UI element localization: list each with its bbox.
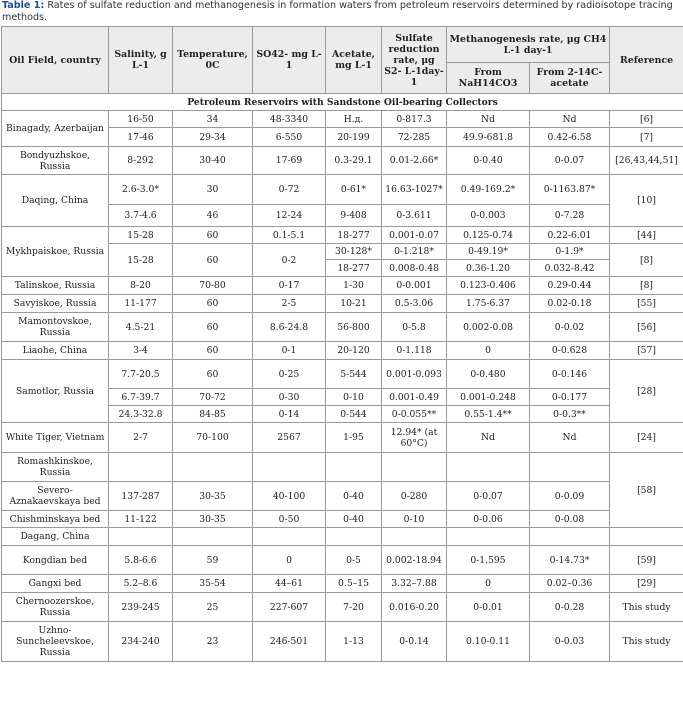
table-cell: 0-0.3** [530, 406, 610, 423]
table-cell [326, 453, 382, 482]
table-cell: 0-72 [253, 175, 326, 205]
table-cell: 8-20 [109, 277, 173, 295]
table-cell: 1-30 [326, 277, 382, 295]
table-cell: 0-0.146 [530, 360, 610, 389]
table-cell: 30-35 [173, 511, 253, 528]
table-cell: Kongdian bed [2, 546, 109, 575]
table-cell [530, 528, 610, 546]
table-cell: 0-0.01 [447, 593, 530, 622]
table-cell: 46 [173, 205, 253, 227]
table-cell: 0.5–15 [326, 575, 382, 593]
table-cell: 0-0.628 [530, 342, 610, 360]
table-cell: 0.5-3.06 [382, 295, 447, 313]
table-cell: 6-550 [253, 128, 326, 147]
table-cell: 0-0.07 [447, 482, 530, 511]
table-cell: 12-24 [253, 205, 326, 227]
table-cell: Nd [530, 111, 610, 128]
table-cell: [56] [610, 313, 683, 342]
header-acetate: Acetate, mg L-1 [326, 27, 382, 94]
table-cell: [7] [610, 128, 683, 147]
table-cell: 0-1.9* [530, 244, 610, 260]
table-cell: 0-1.118 [382, 342, 447, 360]
table-cell: 30 [173, 175, 253, 205]
table-cell: 17-69 [253, 147, 326, 175]
table-cell: 0.125-0.74 [447, 227, 530, 244]
table-cell: 0-0.28 [530, 593, 610, 622]
table-cell: 60 [173, 295, 253, 313]
table-cell: 239-245 [109, 593, 173, 622]
table-cell: 49.9-681.8 [447, 128, 530, 147]
table-cell [326, 528, 382, 546]
table-cell: 0-17 [253, 277, 326, 295]
table-cell: 0.008-0.48 [382, 260, 447, 277]
table-cell: [10] [610, 175, 683, 227]
table-cell: 60 [173, 360, 253, 389]
table-cell: 2.6-3.0* [109, 175, 173, 205]
table-cell: 11-122 [109, 511, 173, 528]
table-cell: [6] [610, 111, 683, 128]
table-cell: 7-20 [326, 593, 382, 622]
table-cell: 8.6-24.8 [253, 313, 326, 342]
table-cell: 0.55-1.4** [447, 406, 530, 423]
table-cell: 7.7-20.5 [109, 360, 173, 389]
table-cell: 0-61* [326, 175, 382, 205]
table-cell: 5.2–8.6 [109, 575, 173, 593]
table-cell [382, 453, 447, 482]
table-cell: 60 [173, 227, 253, 244]
table-cell: 0-0.40 [447, 147, 530, 175]
table-cell [173, 528, 253, 546]
table-cell: 0-0.09 [530, 482, 610, 511]
table-cell: White Tiger, Vietnam [2, 423, 109, 453]
table-cell: 227-607 [253, 593, 326, 622]
table-cell: Chishminskaya bed [2, 511, 109, 528]
table-cell: 0-2 [253, 244, 326, 277]
table-cell: 44–61 [253, 575, 326, 593]
table-cell: 70-72 [173, 389, 253, 406]
table-cell: 30-128* [326, 244, 382, 260]
table-cell: This study [610, 593, 683, 622]
table-cell: 0-0.055** [382, 406, 447, 423]
table-cell: 60 [173, 342, 253, 360]
table-cell: 0.123-0.406 [447, 277, 530, 295]
table-cell [109, 528, 173, 546]
table-cell: 0.002-18.94 [382, 546, 447, 575]
table-cell: 0-10 [382, 511, 447, 528]
table-cell [173, 453, 253, 482]
table-cell: 30-40 [173, 147, 253, 175]
table-cell: 0-10 [326, 389, 382, 406]
table-cell: 0.02–0.36 [530, 575, 610, 593]
table-cell: Uzhno-Suncheleevskoe, Russia [2, 622, 109, 662]
table-cell: 0.1-5.1 [253, 227, 326, 244]
table-cell: 60 [173, 244, 253, 277]
table-cell: 15-28 [109, 244, 173, 277]
table-cell: 0-5 [326, 546, 382, 575]
table-cell: 0-0.07 [530, 147, 610, 175]
table-cell: 0-40 [326, 511, 382, 528]
table-cell: 0-1 [253, 342, 326, 360]
table-cell: 0-817.3 [382, 111, 447, 128]
table-cell: 1.75-6.37 [447, 295, 530, 313]
table-cell: 18-277 [326, 260, 382, 277]
table-cell: 0-0.14 [382, 622, 447, 662]
table-cell [447, 453, 530, 482]
table-cell: Nd [447, 423, 530, 453]
table-cell [610, 528, 683, 546]
table-cell: 0 [253, 546, 326, 575]
table-cell: 0-0.06 [447, 511, 530, 528]
table-cell: Gangxi bed [2, 575, 109, 593]
table-cell: 60 [173, 313, 253, 342]
table-cell: Talinskoe, Russia [2, 277, 109, 295]
table-cell: Mykhpaiskoe, Russia [2, 227, 109, 277]
table-cell: 0.001-0.49 [382, 389, 447, 406]
table-cell [447, 528, 530, 546]
table-cell: 0-544 [326, 406, 382, 423]
table-cell: Nd [530, 423, 610, 453]
table-cell: Binagady, Azerbaijan [2, 111, 109, 147]
header-so4: SO42- mg L-1 [253, 27, 326, 94]
table-cell: 30-35 [173, 482, 253, 511]
table-cell: 29-34 [173, 128, 253, 147]
table-cell: 5-544 [326, 360, 382, 389]
table-cell: 0.002-0.08 [447, 313, 530, 342]
table-cell: 0 [447, 575, 530, 593]
table-cell: 48-3340 [253, 111, 326, 128]
table-cell: 1-13 [326, 622, 382, 662]
table-cell: 0-0.02 [530, 313, 610, 342]
table-cell: 0.001-0.093 [382, 360, 447, 389]
table-cell: 34 [173, 111, 253, 128]
table-cell: 0-0.001 [382, 277, 447, 295]
table-cell: 0.22-6.01 [530, 227, 610, 244]
table-cell [109, 453, 173, 482]
table-cell: 0-1.218* [382, 244, 447, 260]
caption-label: Table 1: [2, 0, 45, 11]
table-cell: 234-240 [109, 622, 173, 662]
table-cell: 0.001-0.248 [447, 389, 530, 406]
table-cell: 72-285 [382, 128, 447, 147]
table-cell: 5.8-6.6 [109, 546, 173, 575]
table-cell: [24] [610, 423, 683, 453]
table-cell: 0.032-8.42 [530, 260, 610, 277]
table-cell: 6.7-39.7 [109, 389, 173, 406]
table-cell: Liaohe, China [2, 342, 109, 360]
table-cell: 0-14.73* [530, 546, 610, 575]
table-cell: Daqing, China [2, 175, 109, 227]
table-cell: 0-280 [382, 482, 447, 511]
table-cell: 24.3-32.8 [109, 406, 173, 423]
table-cell: 0-3.611 [382, 205, 447, 227]
header-field: Oil Field, country [2, 27, 109, 94]
header-from-co3: From NaH14CO3 [447, 63, 530, 94]
table-cell: Samotlor, Russia [2, 360, 109, 423]
table-cell: 0-1.595 [447, 546, 530, 575]
table-cell: 0-0.177 [530, 389, 610, 406]
table-cell: 70-80 [173, 277, 253, 295]
table-cell: Nd [447, 111, 530, 128]
table-cell: 12.94* (at 60°C) [382, 423, 447, 453]
table-cell: 0.3-29.1 [326, 147, 382, 175]
table-cell: Н.д. [326, 111, 382, 128]
table-cell: This study [610, 622, 683, 662]
header-reference: Reference [610, 27, 683, 94]
table-cell: Severo-Aznakaevskaya bed [2, 482, 109, 511]
table-cell: [28] [610, 360, 683, 423]
table-cell: Chernoozerskoe, Russia [2, 593, 109, 622]
table-cell: 1-95 [326, 423, 382, 453]
table-cell: 0-0.03 [530, 622, 610, 662]
table-cell: 0-0.003 [447, 205, 530, 227]
table-cell [530, 453, 610, 482]
table-cell: 0-25 [253, 360, 326, 389]
table-cell: [57] [610, 342, 683, 360]
table-cell: [8] [610, 277, 683, 295]
table-cell [253, 528, 326, 546]
table-cell: Romashkinskoe, Russia [2, 453, 109, 482]
table-cell: 3-4 [109, 342, 173, 360]
table-cell: 0-14 [253, 406, 326, 423]
table-cell: 0-5.8 [382, 313, 447, 342]
table-cell: 11-177 [109, 295, 173, 313]
table-cell: 2567 [253, 423, 326, 453]
table-cell: Savyiskoe, Russia [2, 295, 109, 313]
table-cell: 3.7-4.6 [109, 205, 173, 227]
table-cell: 2-7 [109, 423, 173, 453]
table-cell: 0-40 [326, 482, 382, 511]
table-cell: 35-54 [173, 575, 253, 593]
data-table [1, 26, 683, 662]
header-salinity: Salinity, g L-1 [109, 27, 173, 94]
table-caption [2, 0, 681, 23]
table-cell: [8] [610, 244, 683, 277]
table-cell: [58] [610, 453, 683, 528]
table-cell: Mamontovskoe, Russia [2, 313, 109, 342]
table-cell: 0.10-0.11 [447, 622, 530, 662]
table-cell: 246-501 [253, 622, 326, 662]
table-cell: 84-85 [173, 406, 253, 423]
table-cell: 10-21 [326, 295, 382, 313]
table-cell: [44] [610, 227, 683, 244]
table-cell: 0.36-1.20 [447, 260, 530, 277]
header-from-acetate: From 2-14C-acetate [530, 63, 610, 94]
table-cell: 25 [173, 593, 253, 622]
table-cell: 20-120 [326, 342, 382, 360]
table-cell: 59 [173, 546, 253, 575]
table-cell: 0.016-0.20 [382, 593, 447, 622]
table-cell: 23 [173, 622, 253, 662]
table-cell: 0-30 [253, 389, 326, 406]
table-cell: 0.42-6.58 [530, 128, 610, 147]
header-methanogenesis: Methanogenesis rate, μg CH4 L-1 day-1 [447, 27, 610, 63]
table-cell: 0-0.08 [530, 511, 610, 528]
table-cell: 0.29-0.44 [530, 277, 610, 295]
table-cell: 137-287 [109, 482, 173, 511]
table-cell: 0.49-169.2* [447, 175, 530, 205]
table-cell: 17-46 [109, 128, 173, 147]
table-cell: 0.01-2.66* [382, 147, 447, 175]
table-cell: 3.32–7.88 [382, 575, 447, 593]
table-cell: 2-5 [253, 295, 326, 313]
header-temperature: Temperature, 0C [173, 27, 253, 94]
table-cell: 20-199 [326, 128, 382, 147]
table-cell [253, 453, 326, 482]
table-cell: 70-100 [173, 423, 253, 453]
section-title: Petroleum Reservoirs with Sandstone Oil-bearing Collectors [2, 94, 683, 111]
table-cell: [29] [610, 575, 683, 593]
table-cell: [59] [610, 546, 683, 575]
table-cell: 4.5-21 [109, 313, 173, 342]
table-cell: 40-100 [253, 482, 326, 511]
table-cell: Bondyuzhskoe, Russia [2, 147, 109, 175]
caption-text: Rates of sulfate reduction and methanogenesis in formation waters from petroleum reservoirs determined by radioisotope tracing methods. [2, 0, 673, 23]
table-cell: 0.02-0.18 [530, 295, 610, 313]
table-cell: 9-408 [326, 205, 382, 227]
table-cell: [26,43,44,51] [610, 147, 683, 175]
header-sulfate-rate: Sulfate reduction rate, μg S2- L-1day-1 [382, 27, 447, 94]
table-cell: Dagang, China [2, 528, 109, 546]
table-cell: 0-49.19* [447, 244, 530, 260]
table-cell: 0.001-0.07 [382, 227, 447, 244]
table-cell: [55] [610, 295, 683, 313]
table-cell: 0-0.480 [447, 360, 530, 389]
table-cell [382, 528, 447, 546]
table-cell: 16.63-1027* [382, 175, 447, 205]
table-cell: 18-277 [326, 227, 382, 244]
table-cell: 56-800 [326, 313, 382, 342]
table-cell: 15-28 [109, 227, 173, 244]
table-cell: 0-7.28 [530, 205, 610, 227]
table-cell: 0-50 [253, 511, 326, 528]
table-cell: 16-50 [109, 111, 173, 128]
table-cell: 0-1163.87* [530, 175, 610, 205]
table-cell: 8-292 [109, 147, 173, 175]
table-cell: 0 [447, 342, 530, 360]
